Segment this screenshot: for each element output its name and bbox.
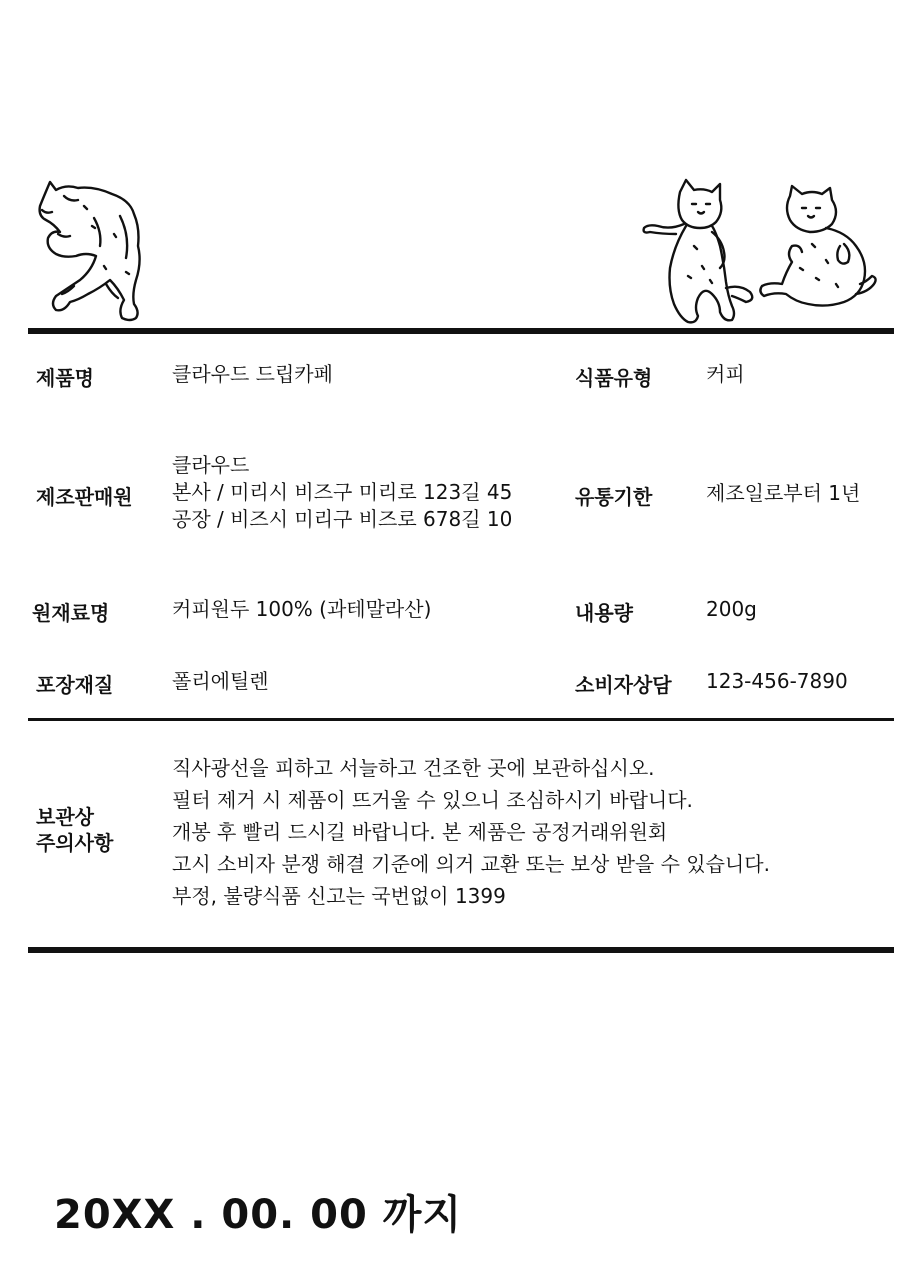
content-amount-value: 200g [706,597,757,621]
precautions-text [172,752,770,912]
precaution-line: 직사광선을 피하고 서늘하고 건조한 곳에 보관하십시오. [172,756,655,780]
consumer-contact-value: 123-456-7890 [706,669,848,693]
expiry-date: 20XX . 00. 00 까지 [54,1192,463,1238]
sitting-cat-icon [756,184,880,316]
precaution-line: 부정, 불량식품 신고는 국번없이 1399 [172,884,506,908]
product-name-value: 클라우드 드립카페 [172,362,333,386]
shelf-life-label: 유통기한 [575,485,653,509]
top-rule [28,328,894,334]
food-type-label: 식품유형 [575,366,653,390]
stretching-cat-icon [34,176,149,328]
manufacturer-factory-address: 공장 / 비즈시 미리구 비즈로 678길 10 [172,507,513,531]
product-name-label: 제품명 [36,366,94,390]
precaution-line: 고시 소비자 분쟁 해결 기준에 의거 교환 또는 보상 받을 수 있습니다. [172,852,770,876]
food-type-value: 커피 [706,362,745,386]
precaution-line: 필터 제거 시 제품이 뜨거울 수 있으니 조심하시기 바랍니다. [172,788,693,812]
manufacturer-hq-address: 본사 / 미리시 비즈구 미리로 123길 45 [172,480,513,504]
middle-rule [28,718,894,721]
ingredients-label: 원재료명 [32,601,110,625]
standing-cat-icon [640,176,760,328]
manufacturer-label: 제조판매원 [36,485,133,509]
precaution-line: 개봉 후 빨리 드시길 바랍니다. 본 제품은 공정거래위원회 [172,820,668,844]
bottom-rule [28,947,894,953]
manufacturer-value [172,452,512,533]
shelf-life-value: 제조일로부터 1년 [706,481,861,505]
content-amount-label: 내용량 [575,601,633,625]
manufacturer-name: 클라우드 [172,453,250,477]
ingredients-value: 커피원두 100% (과테말라산) [172,597,432,621]
packaging-value: 폴리에틸렌 [172,669,269,693]
consumer-contact-label: 소비자상담 [575,673,672,697]
precautions-label: 보관상 주의사항 [36,805,114,855]
packaging-label: 포장재질 [36,673,114,697]
